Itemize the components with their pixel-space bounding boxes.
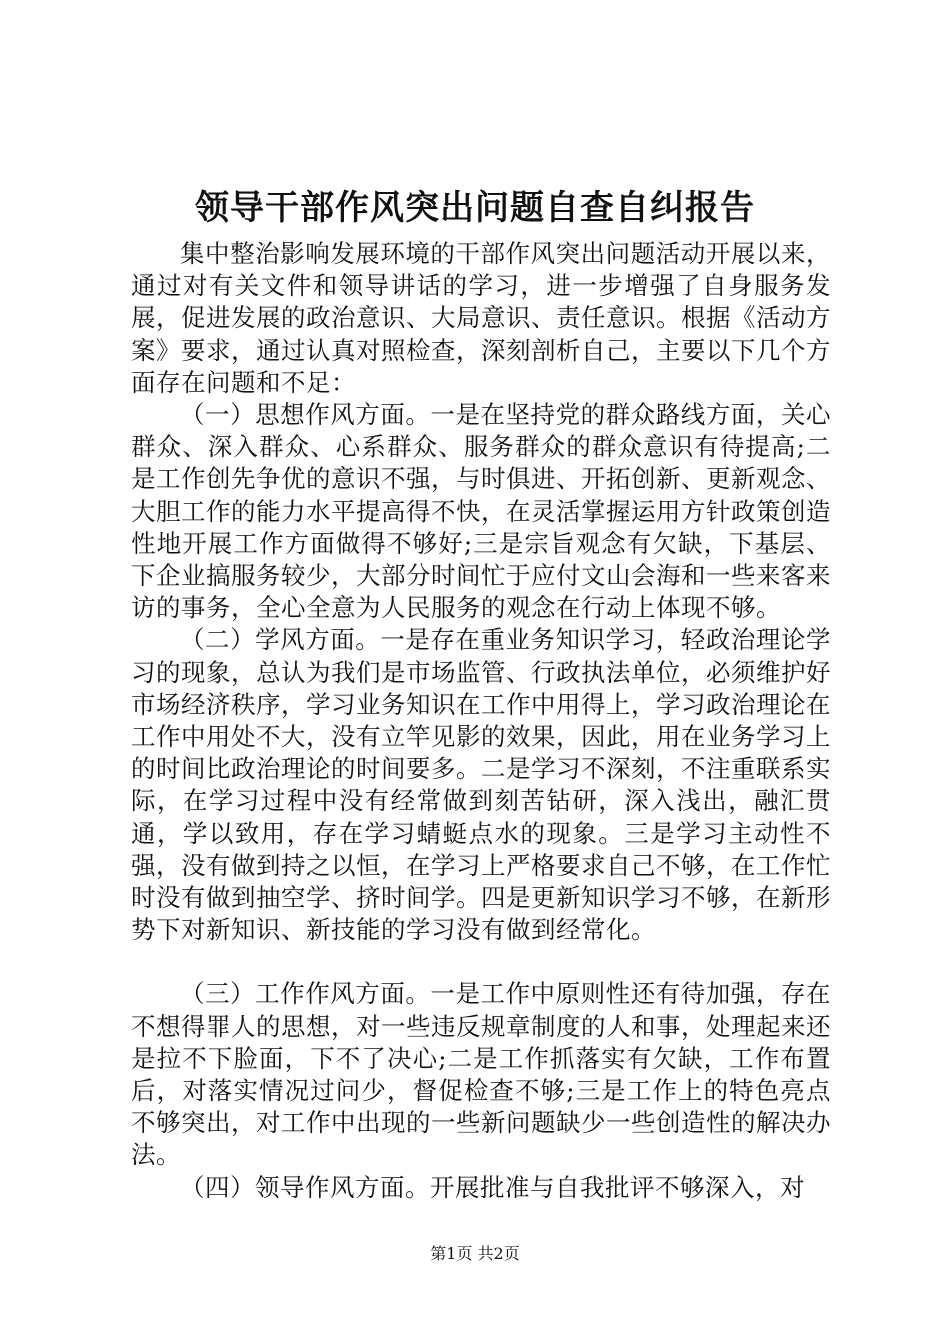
paragraph-section-3: （三）工作作风方面。一是工作中原则性还有待加强，存在不想得罪人的思想，对一些违反规章制度的人和事，处理起来还是拉不下脸面，下不了决心;二是工作抓落实有欠缺，工作布置后，对落实情况过问少，督促检查不够;三是工作上的特色亮点不够突出，对工作中出现的一些新问题缺少一些创造性的解决办法。	[131, 979, 831, 1170]
document-title: 领导干部作风突出问题自查自纠报告	[195, 188, 755, 228]
document-body	[131, 238, 831, 1204]
paragraph-section-1: （一）思想作风方面。一是在坚持党的群众路线方面，关心群众、深入群众、心系群众、服务群众的群众意识有待提高;二是工作创先争优的意识不强，与时俱进、开拓创新、更新观念、大胆工作的能力水平提高得不快，在灵活掌握运用方针政策创造性地开展工作方面做得不够好;三是宗旨观念有欠缺，下基层、下企业搞服务较少，大部分时间忙于应付文山会海和一些来客来访的事务，全心全意为人民服务的观念在行动上体现不够。	[131, 400, 831, 623]
paragraph-section-2: （二）学风方面。一是存在重业务知识学习，轻政治理论学习的现象，总认为我们是市场监管、行政执法单位，必须维护好市场经济秩序，学习业务知识在工作中用得上，学习政治理论在工作中用处不大，没有立竿见影的效果，因此，用在业务学习上的时间比政治理论的时间要多。二是学习不深刻，不注重联系实际，在学习过程中没有经常做到刻苦钻研，深入浅出，融汇贯通，学以致用，存在学习蜻蜓点水的现象。三是学习主动性不强，没有做到持之以恒，在学习上严格要求自己不够，在工作忙时没有做到抽空学、挤时间学。四是更新知识学习不够，在新形势下对新知识、新技能的学习没有做到经常化。	[131, 625, 831, 945]
paragraph-section-4: （四）领导作风方面。开展批准与自我批评不够深入，对	[180, 1172, 805, 1202]
paragraph-intro: 集中整治影响发展环境的干部作风突出问题活动开展以来，通过对有关文件和领导讲话的学习，进一步增强了自身服务发展，促进发展的政治意识、大局意识、责任意识。根据《活动方案》要求，通过认真对照检查，深刻剖析自己，主要以下几个方面存在问题和不足：	[131, 239, 831, 397]
page-footer: 第1页 共2页	[430, 1244, 520, 1263]
